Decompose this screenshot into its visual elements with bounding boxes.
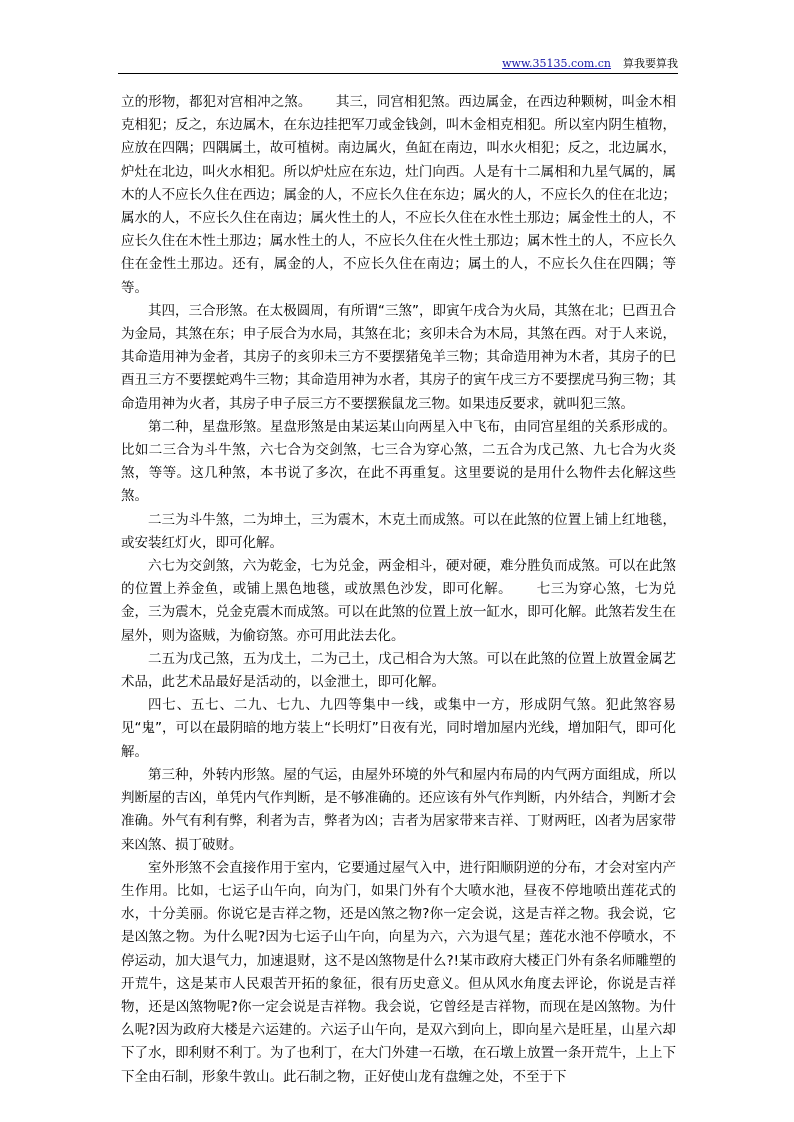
paragraph: 其四，三合形煞。在太极圆周，有所谓“三煞”，即寅午戌合为火局，其煞在北；巳酉丑合为金局，其煞在东；申子辰合为水局，其煞在北；亥卯未合为木局，其煞在西。对于人来说，其命造用神为金者，其房子的亥卯未三方不要摆猪兔羊三物；其命造用神为木者，其房子的巳酉丑三方不要摆蛇鸡牛三物；其命造用神为水者，其房子的寅午戌三方不要摆虎马狗三物；其命造用神为火者，其房子申子辰三方不要摆猴鼠龙三物。如果违反要求，就叫犯三煞。 — [121, 302, 676, 412]
header-divider — [118, 73, 678, 74]
paragraph: 室外形煞不会直接作用于室内，它要通过屋气入中，进行阳顺阴逆的分布，才会对室内产生作用。比如，七运子山午向，向为门，如果门外有个大喷水池，昼夜不停地喷出莲花式的水，十分美丽。你说它是吉祥之物，还是凶煞之物?你一定会说，这是吉祥之物。我会说，它是凶煞之物。为什么呢?因为七运子山午向，向星为六，六为退气星；莲花水池不停喷水，不停运动，加大退气力，加速退财，这不是凶煞物是什么?!某市政府大楼正门外有条名师雕塑的开荒牛，这是某市人民艰苦开拓的象征，很有历史意义。但从风水角度去评论，你说是吉祥物，还是凶煞物呢?你一定会说是吉祥物。我会说，它曾经是吉祥物，而现在是凶煞物。为什么呢?因为政府大楼是六运建的。六运子山午向，是双六到向上，即向星六是旺星，山星六却下了水，即利财不利丁。为了也利丁，在大门外建一石墩，在石墩上放置一条开荒牛，上上下下全由石制，形象牛敦山。此石制之物，正好使山龙有盘缠之处，不至于下 — [121, 859, 676, 1085]
paragraph-text: 其三，同宫相犯煞。西边属金，在西边种颗树，叫金木相克相犯；反之，东边属木，在东边挂把军刀或金钱剑，叫木金相克相犯。所以室内阴生植物，应放在四隅；四隅属土，故可植树。南边属火，鱼缸在南边，叫水火相犯；反之，北边属水，炉灶在北边，叫火水相犯。所以炉灶应在东边，灶门向西。人是有十二属相和九星气属的，属木的人不应长久住在西边；属金的人，不应长久住在东边；属火的人，不应长久的住在北边；属水的人，不应长久住在南边；属火性土的人，不应长久住在水性土那边；属金性土的人，不应长久住在木性土那边；属水性土的人，不应长久住在火性土那边；属木性土的人，不应长久住在金性土那边。还有，属金的人，不应长久住在南边；属土的人，不应长久住在四隅；等等。 — [121, 94, 677, 296]
paragraph: 二三为斗牛煞，二为坤土，三为震木，木克土而成煞。可以在此煞的位置上铺上红地毯，或安装红灯火，即可化解。 — [121, 511, 676, 551]
site-link[interactable]: www.35135.com.cn — [502, 57, 611, 70]
paragraph: 二五为戊己煞，五为戊土，二为己土，戊己相合为大煞。可以在此煞的位置上放置金属艺术品，此艺术品最好是活动的，以金泄土，即可化解。 — [121, 650, 676, 691]
site-slogan: 算我要算我 — [623, 57, 678, 70]
paragraph: 四七、五七、二九、七九、九四等集中一线，或集中一方，形成阴气煞。犯此煞容易见“鬼”，可以在最阴暗的地方装上“长明灯”日夜有光，同时增加屋内光线，增加阳气，即可化解。 — [121, 697, 676, 760]
document-body — [121, 91, 676, 1089]
paragraph — [121, 91, 676, 300]
paragraph-text: 立的形物，都犯对宫相冲之煞。 — [121, 94, 312, 110]
paragraph-text: 七三为穿心煞，七为兑金，三为震木，兑金克震木而成煞。可以在此煞的位置上放一缸水，即可化解。此煞若发生在屋外，则为盗贼，为偷窃煞。亦可用此法去化。 — [121, 581, 677, 644]
paragraph-text: 六七为交剑煞，六为乾金，七为兑金，两金相斗，硬对硬，难分胜负而成煞。可以在此煞的位置上养金鱼，或铺上黑色地毯，或放黑色沙发，即可化解。 — [121, 558, 676, 598]
paragraph — [121, 555, 676, 648]
paragraph: 第三种，外转内形煞。屋的气运，由屋外环境的外气和屋内布局的内气两方面组成，所以判断屋的吉凶，单凭内气作判断，是不够准确的。还应该有外气作判断，内外结合，判断才会准确。外气有利有弊，利者为吉，弊者为凶；吉者为居家带来吉祥、丁财两旺，凶者为居家带来凶煞、损丁破财。 — [121, 766, 676, 853]
page-header — [118, 55, 678, 73]
paragraph: 第二种，星盘形煞。星盘形煞是由某运某山向两星入中飞布，由同宫星组的关系形成的。比如二三合为斗牛煞，六七合为交剑煞，七三合为穿心煞，二五合为戊己煞、九七合为火炎煞，等等。这几种煞，本书说了多次，在此不再重复。这里要说的是用什么物件去化解这些煞。 — [121, 418, 676, 505]
